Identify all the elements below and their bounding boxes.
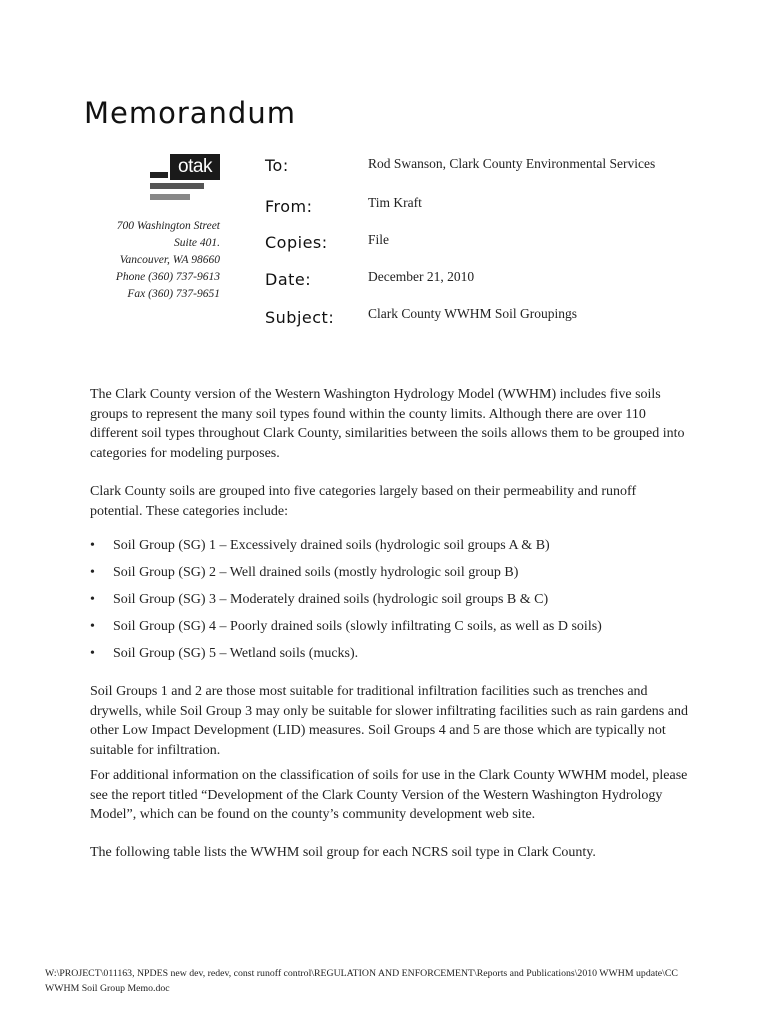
bullet-icon: • (90, 592, 95, 607)
paragraph-additional-info: For additional information on the classification of soils for use in the Clark County WWHM model, please see the report titled “Development of the Clark County Version of the Western Washington Hydrology Model”, which can be found on the county’s community development web site. (90, 768, 688, 822)
list-item-text: Soil Group (SG) 3 – Moderately drained soils (hydrologic soil groups B & C) (113, 592, 549, 607)
otak-logo (150, 152, 222, 212)
list-item (90, 536, 690, 563)
paragraph-categories: Clark County soils are grouped into five categories largely based on their permeability and runoff potential. These categories include: (90, 484, 637, 519)
list-item (90, 617, 690, 644)
date-value: December 21, 2010 (368, 269, 475, 284)
address-street: 700 Washington Street (116, 220, 220, 232)
address-phone: Phone (360) 737-9613 (115, 271, 220, 283)
logo-text: otak (170, 154, 220, 180)
soil-group-list (90, 536, 690, 671)
list-item (90, 563, 690, 590)
to-label: To: (265, 156, 289, 175)
page-title: Memorandum (84, 96, 296, 130)
list-item-text: Soil Group (SG) 2 – Well drained soils (mostly hydrologic soil group B) (113, 565, 519, 580)
company-address (92, 218, 220, 303)
from-label: From: (265, 197, 313, 216)
bullet-icon: • (90, 619, 95, 634)
address-city: Vancouver, WA 98660 (119, 254, 220, 266)
list-item-text: Soil Group (SG) 1 – Excessively drained soils (hydrologic soil groups A & B) (113, 538, 550, 553)
bullet-icon: • (90, 565, 95, 580)
logo-stripe (150, 172, 168, 178)
paragraph-suitability: Soil Groups 1 and 2 are those most suitable for traditional infiltration facilities such as trenches and drywells, while Soil Group 3 may only be suitable for slower infiltrating facilities such as rain gardens and other Low Impact Development (LID) measures. Soil Groups 4 and 5 are those which are typically not suitable for infiltration. (90, 684, 688, 758)
subject-label: Subject: (265, 308, 335, 327)
file-path-footer: W:\PROJECT\011163, NPDES new dev, redev, const runoff control\REGULATION AND ENFORCEMENT\Reports and Publications\2010 WWHM update\CC WWHM Soil Group Memo.doc (45, 968, 678, 994)
list-item-text: Soil Group (SG) 4 – Poorly drained soils (slowly infiltrating C soils, as well as D soils) (113, 619, 602, 634)
copies-value: File (368, 232, 390, 247)
list-item (90, 644, 690, 671)
address-suite: Suite 401. (174, 237, 220, 249)
list-item (90, 590, 690, 617)
logo-stripe (150, 194, 190, 200)
bullet-icon: • (90, 538, 95, 553)
bullet-icon: • (90, 646, 95, 661)
paragraph-table-intro: The following table lists the WWHM soil group for each NCRS soil type in Clark County. (90, 845, 596, 860)
paragraph-intro: The Clark County version of the Western Washington Hydrology Model (WWHM) includes five soils groups to represent the many soil types found within the county limits. Although there are over 110 different soil types throughout Clark County, similarities between the soils allows them to be grouped into categories for modeling purposes. (90, 387, 685, 461)
copies-label: Copies: (265, 233, 328, 252)
from-value: Tim Kraft (368, 195, 422, 210)
logo-stripe (150, 183, 204, 189)
date-label: Date: (265, 270, 312, 289)
list-item-text: Soil Group (SG) 5 – Wetland soils (mucks). (113, 646, 359, 661)
to-value: Rod Swanson, Clark County Environmental Services (368, 156, 656, 171)
subject-value: Clark County WWHM Soil Groupings (368, 306, 577, 321)
address-fax: Fax (360) 737-9651 (127, 288, 220, 300)
